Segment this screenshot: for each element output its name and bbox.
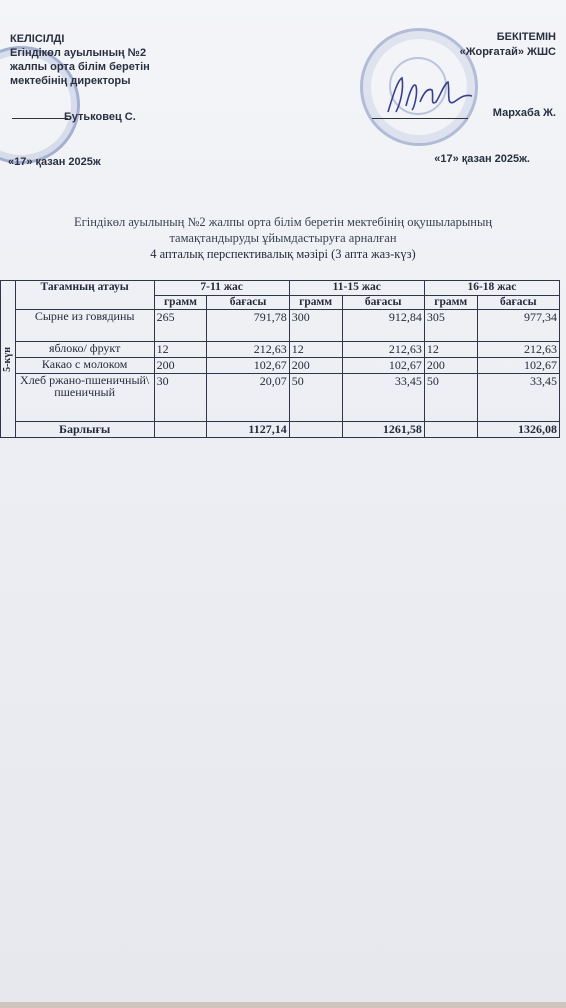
document-title (30, 214, 536, 262)
sub-header-price: бағасы (207, 296, 289, 310)
cell-price: 212,63 (477, 342, 559, 358)
table-row (1, 358, 560, 374)
title-line-2: тамақтандыруды ұйымдастыруға арналған (169, 231, 397, 245)
total-label: Барлығы (15, 422, 154, 438)
title-line-1: Егіндікөл ауылының №2 жалпы орта білім беретін мектебінің оқушыларының (73, 215, 493, 229)
approved-org: «Жорғатай» ЖШС (459, 46, 556, 58)
group-header: 11-15 жас (289, 281, 424, 296)
agreed-line-2: жалпы орта білім беретін (10, 61, 150, 73)
approved-signer: Мархаба Ж. (492, 107, 556, 119)
agreed-signer: Бутьковец С. (64, 111, 136, 123)
group-header: 7-11 жас (154, 281, 289, 296)
approval-agreed-block (10, 32, 210, 124)
cell-gram: 50 (289, 374, 342, 422)
sub-header-gram: грамм (154, 296, 207, 310)
day-label-cell (1, 281, 16, 438)
signature-line-left (12, 118, 68, 119)
cell-price: 33,45 (477, 374, 559, 422)
col-dish-name: Тағамның атауы (15, 281, 154, 310)
sub-header-price: бағасы (477, 296, 559, 310)
cell-gram: 305 (424, 310, 477, 342)
day-label: 5-күн (2, 346, 14, 372)
cell-price: 212,63 (207, 342, 289, 358)
cell-gram: 200 (154, 358, 207, 374)
group-header: 16-18 жас (424, 281, 559, 296)
cell-empty (154, 422, 207, 438)
cell-price: 102,67 (207, 358, 289, 374)
cell-price: 33,45 (342, 374, 424, 422)
total-value: 1326,08 (477, 422, 559, 438)
table-row (1, 342, 560, 358)
dish-name: Сырне из говядины (15, 310, 154, 342)
approved-heading: БЕКІТЕМІН (496, 31, 556, 43)
approved-date: «17» қазан 2025ж. (434, 153, 530, 165)
table-total-row (1, 422, 560, 438)
cell-price: 977,34 (477, 310, 559, 342)
cell-price: 102,67 (477, 358, 559, 374)
total-value: 1127,14 (207, 422, 289, 438)
total-value: 1261,58 (342, 422, 424, 438)
menu-table (0, 280, 560, 438)
title-line-3: 4 апталық перспективалық мәзірі (3 апта жаз-күз) (150, 247, 416, 261)
table-row (1, 374, 560, 422)
agreed-line-1: Егіндікөл ауылының №2 (10, 47, 147, 59)
cell-gram: 200 (424, 358, 477, 374)
agreed-heading: КЕЛІСІЛДІ (10, 33, 65, 45)
cell-empty (289, 422, 342, 438)
handwritten-signature (384, 72, 474, 116)
cell-gram: 12 (424, 342, 477, 358)
cell-gram: 50 (424, 374, 477, 422)
cell-price: 20,07 (207, 374, 289, 422)
cell-gram: 265 (154, 310, 207, 342)
signature-line-right (372, 118, 468, 119)
agreed-date: «17» қазан 2025ж (8, 156, 101, 168)
dish-name: Хлеб ржано-пшеничный\ пшеничный (15, 374, 154, 422)
cell-gram: 200 (289, 358, 342, 374)
cell-empty (424, 422, 477, 438)
dish-name: яблоко/ фрукт (15, 342, 154, 358)
cell-price: 102,67 (342, 358, 424, 374)
cell-gram: 12 (154, 342, 207, 358)
cell-price: 212,63 (342, 342, 424, 358)
cell-price: 791,78 (207, 310, 289, 342)
dish-name: Какао с молоком (15, 358, 154, 374)
cell-gram: 300 (289, 310, 342, 342)
sub-header-gram: грамм (424, 296, 477, 310)
agreed-line-3: мектебінің директоры (10, 75, 131, 87)
sub-header-price: бағасы (342, 296, 424, 310)
table-header-row (1, 281, 560, 296)
cell-gram: 30 (154, 374, 207, 422)
table-row (1, 310, 560, 342)
sub-header-gram: грамм (289, 296, 342, 310)
page-bottom-edge (0, 1002, 566, 1008)
cell-gram: 12 (289, 342, 342, 358)
cell-price: 912,84 (342, 310, 424, 342)
